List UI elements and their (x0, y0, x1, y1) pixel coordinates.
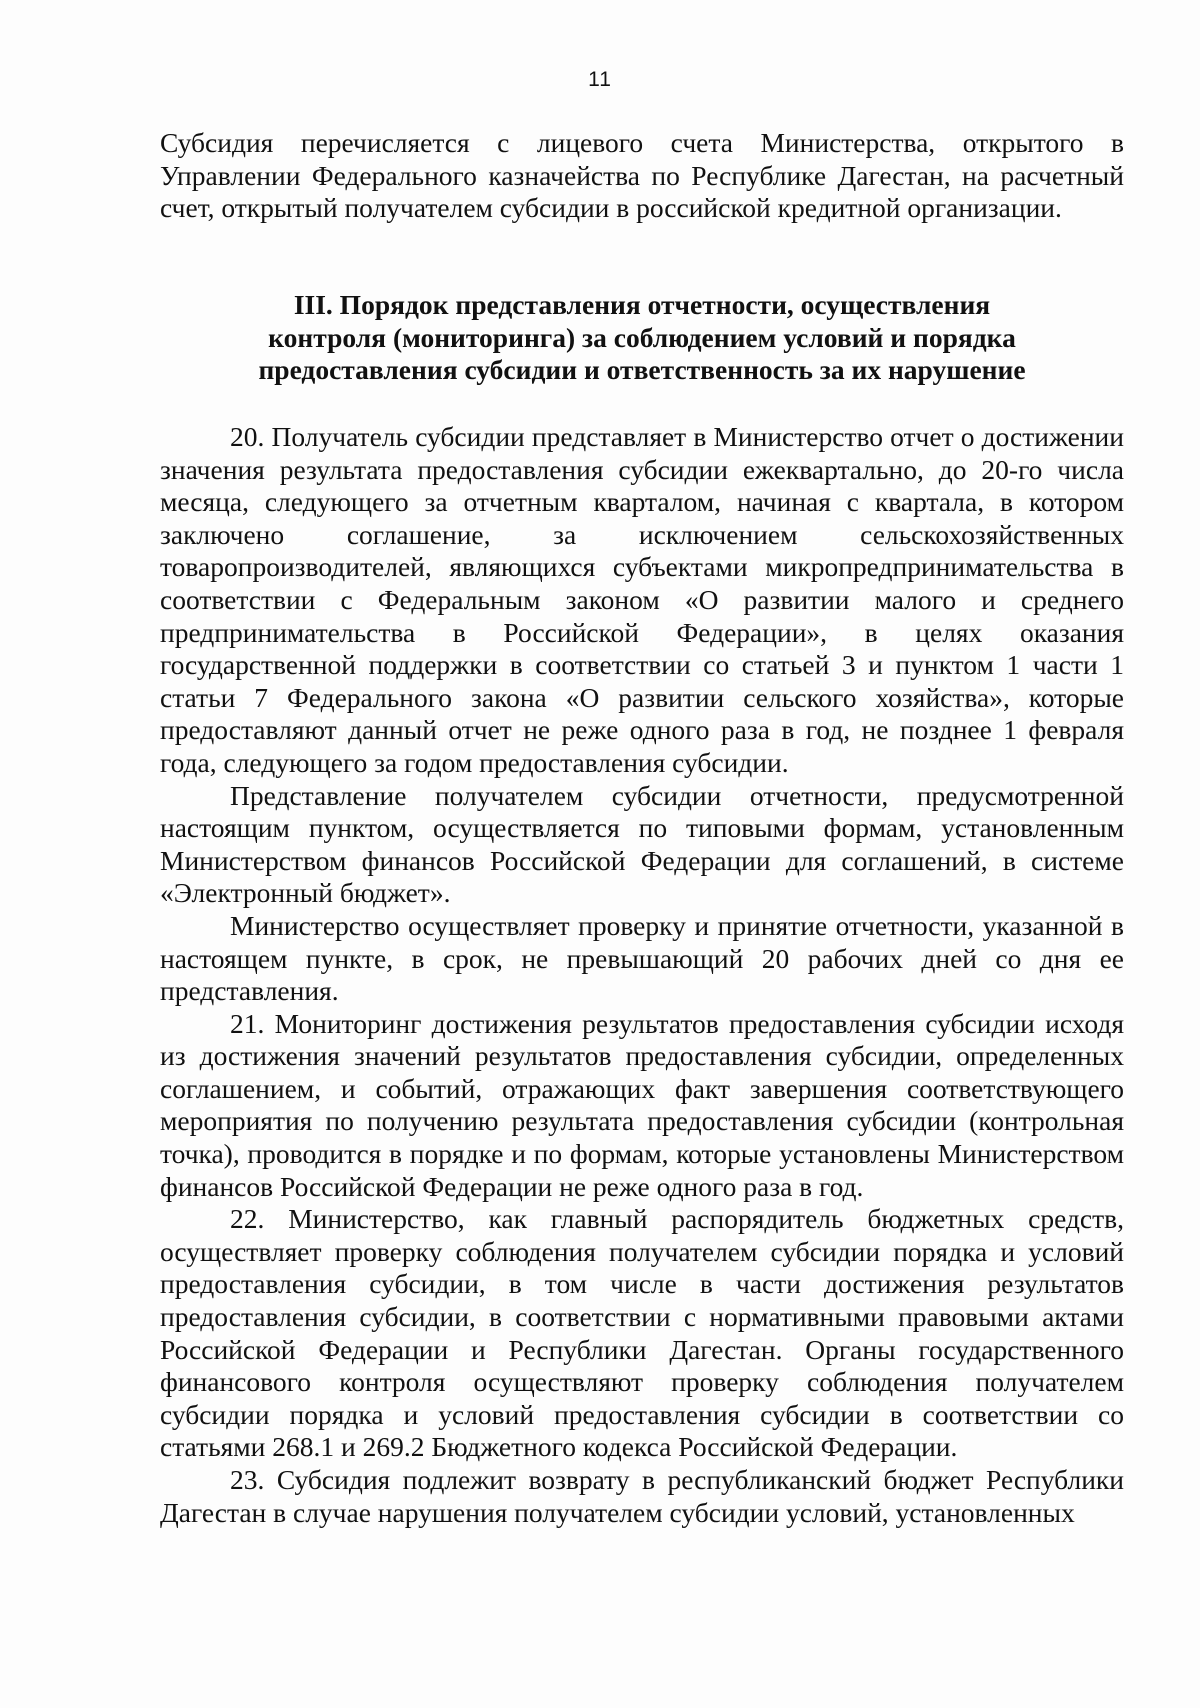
paragraph-20-reporting-forms: Представление получателем субсидии отчетности, предусмотренной настоящим пунктом, осуществляется по типовыми формам, установленным Министерством финансов Российской Федерации для соглашений, в системе «Электронный бюджет». (160, 779, 1124, 909)
paragraph-23: 23. Субсидия подлежит возврату в республиканский бюджет Республики Дагестан в случае нарушения получателем субсидии условий, установленных (160, 1464, 1124, 1528)
section-body (160, 421, 1124, 1529)
section-heading-line-2: контроля (мониторинга) за соблюдением условий и порядка (268, 321, 1016, 353)
section-heading-line-3: предоставления субсидии и ответственность за их нарушение (258, 354, 1026, 386)
intro-paragraph: Субсидия перечисляется с лицевого счета Министерства, открытого в Управлении Федерального казначейства по Республике Дагестан, на расчетный счет, открытый получателем субсидии в российской кредитной организации. (160, 127, 1124, 224)
page-number: 11 (588, 68, 612, 91)
paragraph-21: 21. Мониторинг достижения результатов предоставления субсидии исходя из достижения значений результатов предоставления субсидии, определенных соглашением, и событий, отражающих факт завершения соответствующего мероприятия по получению результата предоставления субсидии (контрольная точка), проводится в порядке и по формам, которые установлены Министерством финансов Российской Федерации не реже одного раза в год. (160, 1007, 1124, 1202)
paragraph-20-review: Министерство осуществляет проверку и принятие отчетности, указанной в настоящем пункте, в срок, не превышающий 20 рабочих дней со дня ее представления. (160, 909, 1124, 1007)
paragraph-20: 20. Получатель субсидии представляет в Министерство отчет о достижении значения результата предоставления субсидии ежеквартально, до 20-го числа месяца, следующего за отчетным кварталом, начиная с квартала, в котором заключено соглашение, за исключением сельскохозяйственных товаропроизводителей, являющихся субъектами микропредпринимательства в соответствии с Федеральным законом «О развитии малого и среднего предпринимательства в Российской Федерации», в целях оказания государственной поддержки в соответствии со статьей 3 и пунктом 1 части 1 статьи 7 Федерального закона «О развитии сельского хозяйства», которые предоставляют данный отчет не реже одного раза в год, не позднее 1 февраля года, следующего за годом предоставления субсидии. (160, 421, 1124, 778)
section-heading-line-1: III. Порядок представления отчетности, осуществления (293, 289, 991, 320)
section-heading (160, 289, 1124, 387)
paragraph-22: 22. Министерство, как главный распорядитель бюджетных средств, осуществляет проверку соблюдения получателем субсидии порядка и условий предоставления субсидии, в том числе в части достижения результатов предоставления субсидии, в соответствии с нормативными правовыми актами Российской Федерации и Республики Дагестан. Органы государственного финансового контроля осуществляют проверку соблюдения получателем субсидии порядка и условий предоставления субсидии в соответствии со статьями 268.1 и 269.2 Бюджетного кодекса Российской Федерации. (160, 1203, 1124, 1463)
intro-block (160, 127, 1124, 225)
